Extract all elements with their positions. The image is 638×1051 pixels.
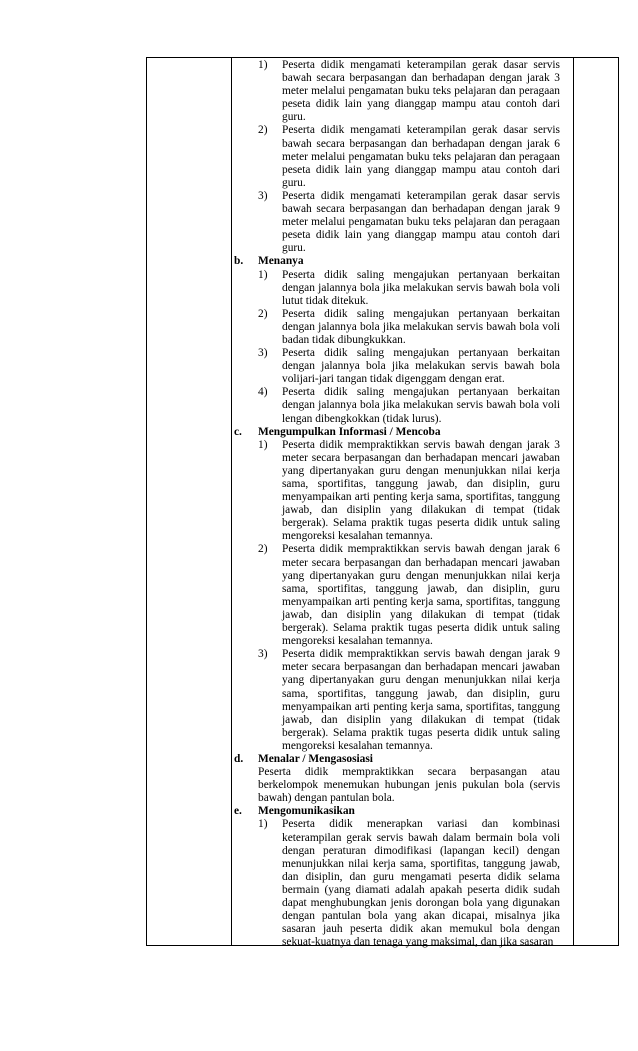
cell-content: [234, 59, 560, 949]
section-letter: e.: [234, 805, 242, 818]
list-item: [234, 648, 560, 753]
item-number: 3): [258, 189, 268, 202]
item-number: 1): [258, 268, 268, 281]
list-item: [234, 386, 560, 425]
item-text: Peserta didik mengamati keterampilan gerak dasar servis bawah secara berpasangan dan berhadapan dengan jarak 9 meter melalui pengamatan buku teks pelajaran dan peragaan peseta didik lain yang dianggap mampu atau contoh dari guru.: [282, 189, 560, 255]
section-title: Menanya: [258, 255, 304, 268]
item-number: 3): [258, 347, 268, 360]
section-heading-menalar: [234, 753, 560, 766]
section-heading-mengumpulkan-informasi: [234, 426, 560, 439]
list-item: [234, 308, 560, 347]
section-letter: c.: [234, 425, 242, 438]
item-number: 4): [258, 386, 268, 399]
list-item: [234, 190, 560, 255]
section-title: Menalar / Mengasosiasi: [258, 752, 373, 765]
item-text: Peserta didik mengamati keterampilan gerak dasar servis bawah secara berpasangan dan berhadapan dengan jarak 6 meter melalui pengamatan buku teks pelajaran dan peragaan peseta didik lain yang dianggap mampu atau contoh dari guru.: [282, 124, 560, 189]
list-item: [234, 439, 560, 544]
item-number: 1): [258, 818, 268, 831]
section-title: Mengomunikasikan: [258, 805, 355, 818]
section-heading-menanya: [234, 255, 560, 268]
item-text: Peserta didik mempraktikkan servis bawah dengan jarak 3 meter secara berpasangan dan berhadapan mencari jawaban yang dipertanyakan guru dengan menunjukkan nilai kerja sama, sportifitas, tanggung jawab, dan disiplin, guru menyampaikan arti penting kerja sama, sportifitas, tanggung jawab, dan disiplin yang dilakukan di tempat (tidak bergerak). Selama praktik tugas peserta didik untuk saling mengoreksi kesalahan temannya.: [282, 438, 560, 543]
column-divider: [573, 58, 574, 945]
list-item: [234, 347, 560, 386]
section-heading-mengomunikasikan: [234, 805, 560, 818]
item-number: 2): [258, 124, 268, 137]
section-letter: d.: [234, 752, 244, 765]
item-number: 2): [258, 307, 268, 320]
list-item: [234, 818, 560, 949]
item-text: Peserta didik saling mengajukan pertanyaan berkaitan dengan jalannya bola jika melakukan servis bawah bola voli lutut tidak ditekuk.: [282, 268, 560, 307]
item-number: 1): [258, 438, 268, 451]
list-item: [234, 269, 560, 308]
list-item: [234, 124, 560, 189]
section-letter: b.: [234, 255, 244, 268]
item-text: Peserta didik saling mengajukan pertanyaan berkaitan dengan jalannya bola jika melakukan servis bawah bola volijari-jari tangan tidak digenggam dengan erat.: [282, 347, 560, 386]
section-paragraph: Peserta didik mempraktikkan secara berpasangan atau berkelompok menemukan hubungan jenis pukulan bola (servis bawah) dengan pantulan bola.: [258, 766, 560, 805]
item-number: 2): [258, 543, 268, 556]
item-number: 3): [258, 648, 268, 661]
column-divider: [231, 58, 232, 945]
item-text: Peserta didik menerapkan variasi dan kombinasi keterampilan gerak servis bawah dalam bermain bola voli dengan peraturan dimodifikasi (lapangan kecil) dengan menunjukkan nilai kerja sama, sportifitas, tanggung jawab, dan disiplin, dan guru mengamati peserta didik selama bermain (yang diamati adalah apakah peserta didik sudah dapat menghubungkan jenis dorongan bola yang digunakan dengan pantulan bola yang akan dicapai, misalnya jika sasaran jauh peserta didik akan memukul bola dengan sekuat-kuatnya dan tenaga yang maksimal, dan jika sasaran: [282, 818, 560, 949]
item-text: Peserta didik mempraktikkan servis bawah dengan jarak 9 meter secara berpasangan dan berhadapan mencari jawaban yang dipertanyakan guru dengan menunjukkan nilai kerja sama, sportifitas, tanggung jawab, dan disiplin, guru menyampaikan arti penting kerja sama, sportifitas, tanggung jawab, dan disiplin yang dilakukan di tempat (tidak bergerak). Selama praktik tugas peserta didik untuk saling mengoreksi kesalahan temannya.: [282, 648, 560, 752]
item-text: Peserta didik saling mengajukan pertanyaan berkaitan dengan jalannya bola jika melakukan servis bawah bola voli badan tidak dibungkukkan.: [282, 307, 560, 346]
item-text: Peserta didik mempraktikkan servis bawah dengan jarak 6 meter secara berpasangan dan berhadapan mencari jawaban yang dipertanyakan guru dengan menunjukkan nilai kerja sama, sportifitas, tanggung jawab, dan disiplin, guru menyampaikan arti penting kerja sama, sportifitas, tanggung jawab, dan disiplin yang dilakukan di tempat (tidak bergerak). Selama praktik tugas peserta didik untuk saling mengoreksi kesalahan temannya.: [282, 543, 560, 648]
list-item: [234, 59, 560, 124]
item-text: Peserta didik saling mengajukan pertanyaan berkaitan dengan jalannya bola jika melakukan servis bawah bola voli lengan dibengkokkan (tidak lurus).: [282, 386, 560, 425]
list-item: [234, 543, 560, 648]
section-title: Mengumpulkan Informasi / Mencoba: [258, 425, 441, 438]
item-number: 1): [258, 59, 268, 71]
item-text: Peserta didik mengamati keterampilan gerak dasar servis bawah secara berpasangan dan berhadapan dengan jarak 3 meter melalui pengamatan buku teks pelajaran dan peragaan peseta didik lain yang dianggap mampu atau contoh dari guru.: [282, 59, 560, 124]
intro-list: [234, 59, 560, 255]
